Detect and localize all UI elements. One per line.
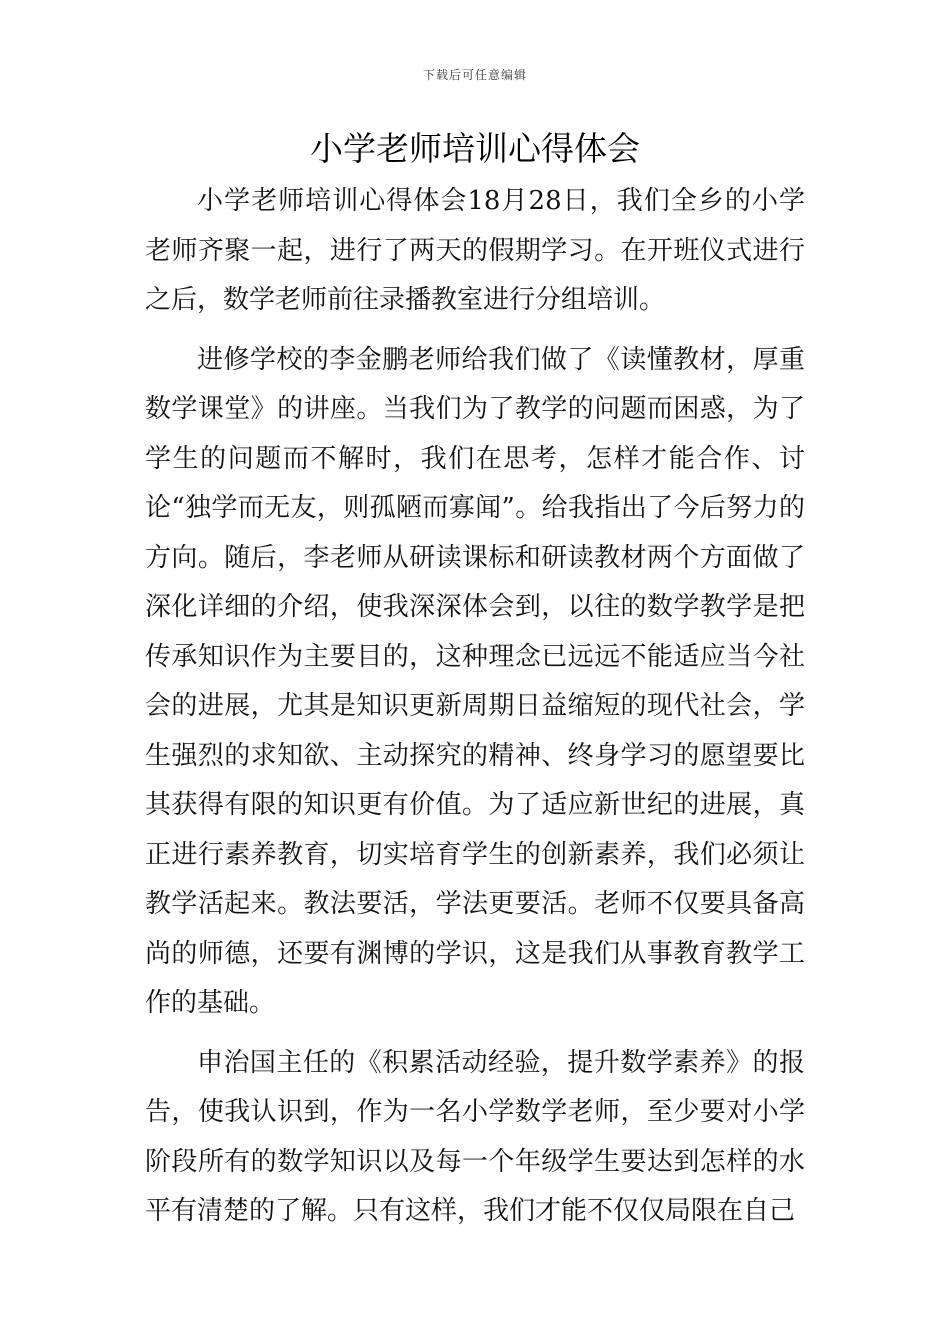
paragraph-3: 申治国主任的《积累活动经验，提升数学素养》的报告，使我认识到，作为一名小学数学老师，至少要对小学阶段所有的数学知识以及每一个年级学生要达到怎样的水平有清楚的了解。只有这样，我们才能不仅仅局限在自己 xyxy=(145,1047,805,1226)
document-title: 小学老师培训心得体会 xyxy=(310,129,640,168)
paragraph-1: 小学老师培训心得体会18月28日，我们全乡的小学老师齐聚一起，进行了两天的假期学习。在开班仪式进行之后，数学老师前往录播教室进行分组培训。 xyxy=(145,186,805,315)
header-note: 下载后可任意编辑 xyxy=(422,68,527,82)
paragraph-2: 进修学校的李金鹏老师给我们做了《读懂教材，厚重数学课堂》的讲座。当我们为了教学的问题而困惑，为了学生的问题而不解时，我们在思考，怎样才能合作、讨论“独学而无友，则孤陋而寡闻”。给我指出了今后努力的方向。随后，李老师从研读课标和研读教材两个方面做了深化详细的介绍，使我深深体会到，以往的数学教学是把传承知识作为主要目的，这种理念已远远不能适应当今社会的进展，尤其是知识更新周期日益缩短的现代社会，学生强烈的求知欲、主动探究的精神、终身学习的愿望要比其获得有限的知识更有价值。为了适应新世纪的进展，真正进行素养教育，切实培育学生的创新素养，我们必须让教学活起来。教法要活，学法更要活。老师不仅要具备高尚的师德，还要有渊博的学识，这是我们从事教育教学工作的基础。 xyxy=(145,344,805,1018)
document-body xyxy=(145,177,805,1247)
